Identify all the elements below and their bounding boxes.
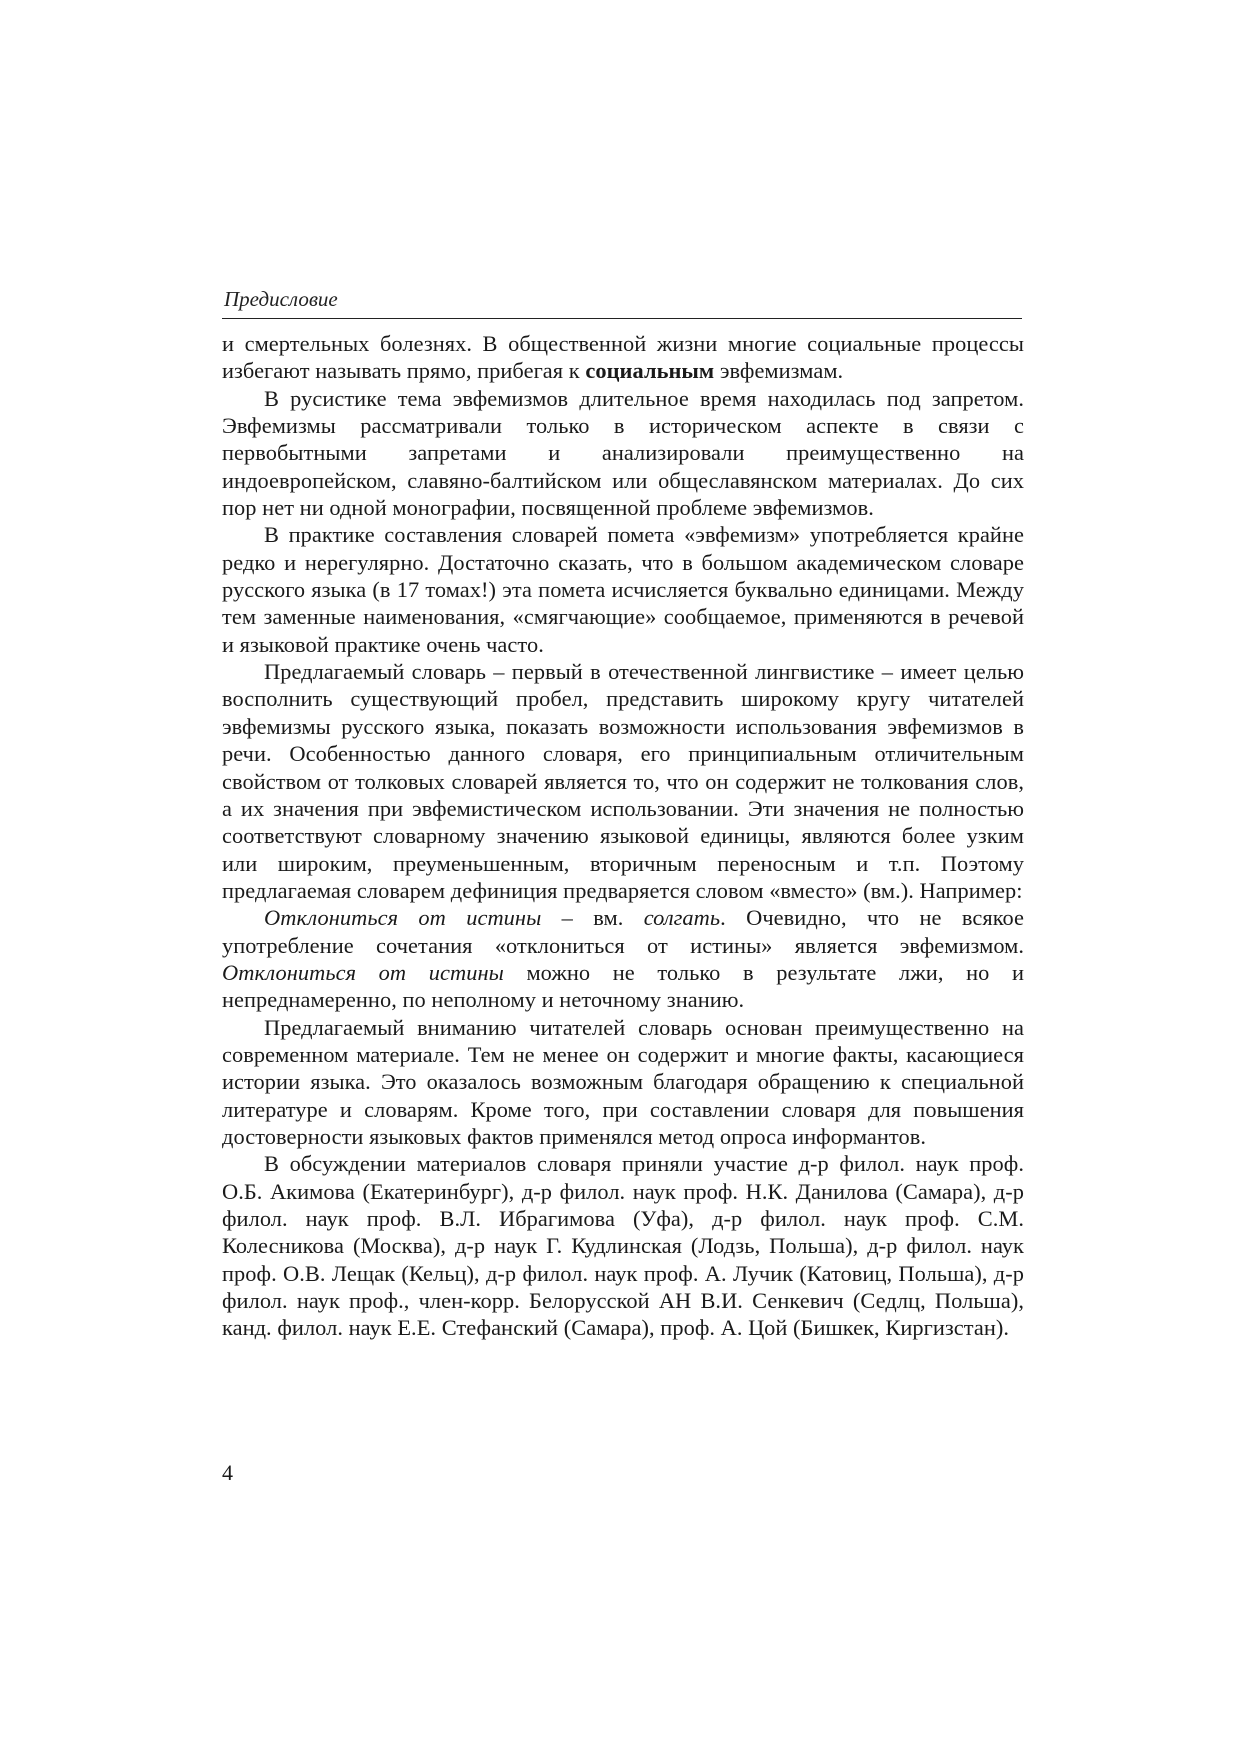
body-text: [222, 330, 1024, 1342]
text-run: . Очевидно, что не всякое употребление сочетания «отклониться от истины» является эвфемизмом.: [222, 905, 1024, 958]
example-paragraph: [222, 904, 1024, 1013]
text-run: и смертельных болезнях. В общественной жизни многие социальные процессы избегают называть прямо, прибегая к: [222, 331, 1024, 384]
paragraph: [222, 330, 1024, 385]
bold-term: социальным: [585, 358, 715, 384]
paragraph: В практике составления словарей помета «эвфемизм» употребляется крайне редко и нерегулярно. Достаточно сказать, что в большом академическом словаре русского языка (в 17 томах!) эта помета исчисляется буквально единицами. Между тем заменные наименования, «смягчающие» сообщаемое, применяются в речевой и языковой практике очень часто.: [222, 522, 1024, 657]
example-term: Отклониться от истины: [264, 905, 542, 931]
running-title: Предисловие: [224, 287, 338, 311]
page-number: 4: [222, 1460, 233, 1485]
header-rule: [222, 318, 1022, 319]
paragraph: В обсуждении материалов словаря приняли участие д-р филол. наук проф. О.Б. Акимова (Екатеринбург), д-р филол. наук проф. Н.К. Данилова (Самара), д-р филол. наук проф. В.Л. Ибрагимова (Уфа), д-р филол. наук проф. С.М. Колесникова (Москва), д-р наук Г. Кудлинская (Лодзь, Польша), д-р филол. наук проф. О.В. Лещак (Кельц), д-р филол. наук проф. А. Лучик (Катовиц, Польша), д-р филол. наук проф., член-корр. Белорусской АН В.И. Сенкевич (Седлц, Польша), канд. филол. наук Е.Е. Стефанский (Самара), проф. А. Цой (Бишкек, Киргизстан).: [222, 1151, 1024, 1341]
example-gloss: солгать: [643, 905, 721, 931]
text-run: эвфемизмам.: [714, 358, 844, 384]
text-run: – вм.: [541, 905, 644, 931]
paragraph: Предлагаемый словарь – первый в отечественной лингвистике – имеет целью восполнить существующий пробел, представить широкому кругу читателей эвфемизмы русского языка, показать возможности использования эвфемизмов в речи. Особенностью данного словаря, его принципиальным отличительным свойством от толковых словарей является то, что он содержит не толкования слов, а их значения при эвфемистическом использовании. Эти значения не полностью соответствуют словарному значению языковой единицы, являются более узким или широким, преуменьшенным, вторичным переносным и т.п. Поэтому предлагаемая словарем дефиниция предваряется словом «вместо» (вм.). Например:: [222, 659, 1024, 903]
paragraph: В русистике тема эвфемизмов длительное время находилась под запретом. Эвфемизмы рассматривали только в историческом аспекте в связи с первобытными запретами и анализировали преимущественно на индоевропейском, славяно-балтийском или общеславянском материалах. До сих пор нет ни одной монографии, посвященной проблеме эвфемизмов.: [222, 385, 1024, 521]
example-term: Отклониться от истины: [222, 959, 504, 985]
paragraph: Предлагаемый вниманию читателей словарь основан преимущественно на современном материале. Тем не менее он содержит и многие факты, касающиеся истории языка. Это оказалось возможным благодаря обращению к специальной литературе и словарям. Кроме того, при составлении словаря для повышения достоверности языковых фактов применялся метод опроса информантов.: [222, 1014, 1024, 1149]
text-run: можно не только в результате лжи, но и непреднамеренно, по неполному и неточному знанию.: [222, 959, 1025, 1013]
